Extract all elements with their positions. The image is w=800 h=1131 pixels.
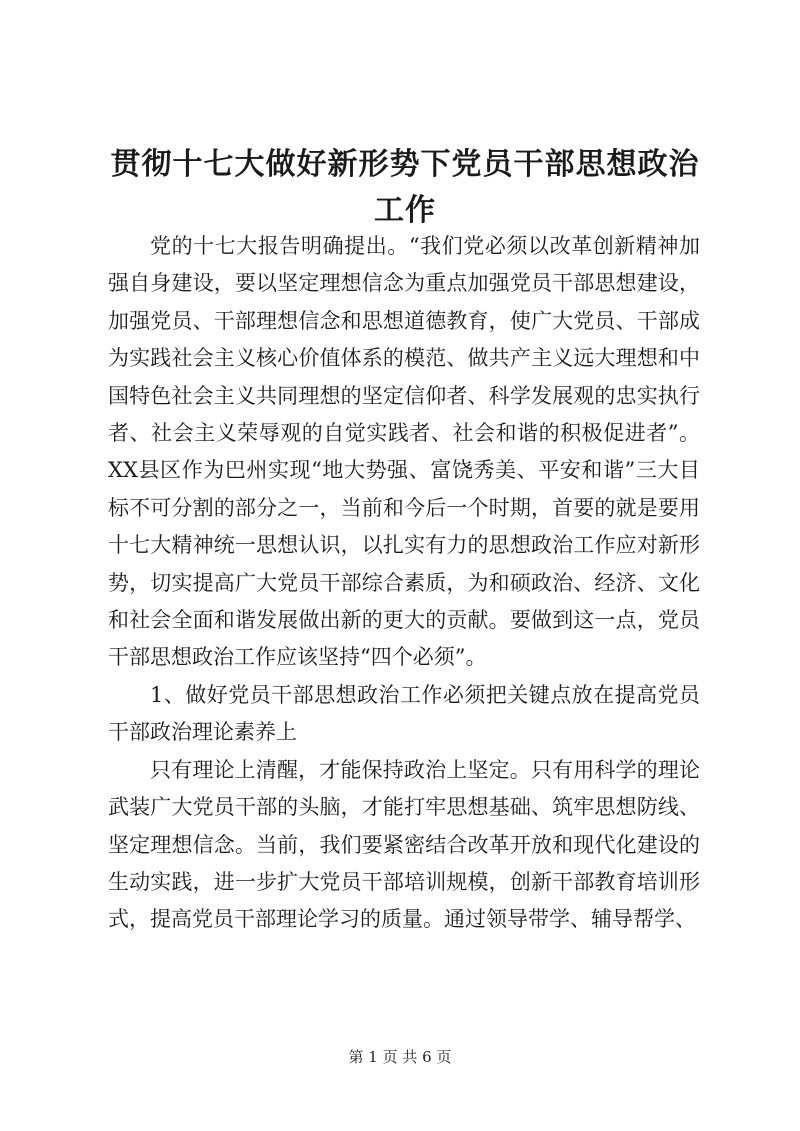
document-title: 贯彻十七大做好新形势下党员干部思想政治工作	[110, 147, 700, 228]
document-body	[108, 228, 700, 939]
paragraph-intro: 党的十七大报告明确提出。“我们党必须以改革创新精神加强自身建设，要以坚定理想信念为重点加强党员干部思想建设，加强党员、干部理想信念和思想道德教育，使广大党员、干部成为实践社会主义核心价值体系的模范、做共产主义远大理想和中国特色社会主义共同理想的坚定信仰者、科学发展观的忠实执行者、社会主义荣辱观的自觉实践者、社会和谐的积极促进者”。XX县区作为巴州实现“地大势强、富饶秀美、平安和谐”三大目标不可分割的部分之一，当前和今后一个时期，首要的就是要用十七大精神统一思想认识，以扎实有力的思想政治工作应对新形势，切实提高广大党员干部综合素质，为和硕政治、经济、文化和社会全面和谐发展做出新的更大的贡献。要做到这一点，党员干部思想政治工作应该坚持“四个必须”。	[108, 234, 700, 670]
paragraph-heading-1: 1、做好党员干部思想政治工作必须把关键点放在提高党员干部政治理论素养上	[108, 682, 700, 745]
paragraph-theory: 只有理论上清醒，才能保持政治上坚定。只有用科学的理论武装广大党员干部的头脑，才能打牢思想基础、筑牢思想防线、坚定理想信念。当前，我们要紧密结合改革开放和现代化建设的生动实践，进一步扩大党员干部培训规模，创新干部教育培训形式，提高党员干部理论学习的质量。通过领导带学、辅导帮学、	[108, 757, 700, 932]
page-number: 第 1 页 共 6 页	[348, 1048, 452, 1066]
